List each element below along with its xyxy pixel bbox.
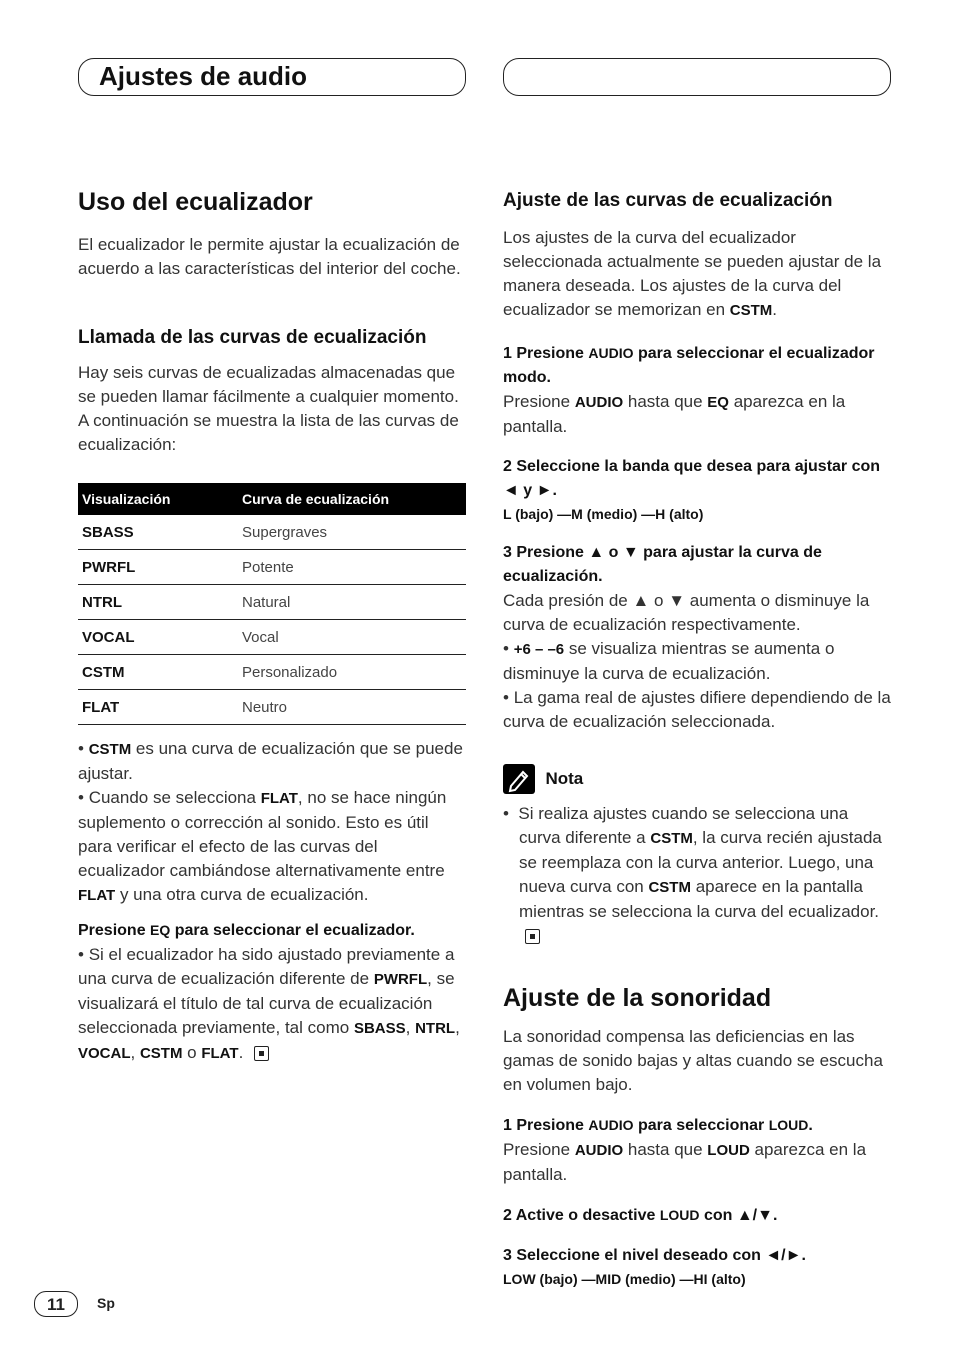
s1-heading: 1 Presione AUDIO para seleccionar LOUD. bbox=[503, 1117, 813, 1134]
bullet-cstm: • CSTM es una curva de ecualización que se puede ajustar. bbox=[78, 739, 463, 783]
row-value: Vocal bbox=[238, 620, 466, 655]
right-column bbox=[503, 186, 891, 1290]
step2-heading: 2 Seleccione la banda que desea para ajustar con ◄ y ►. bbox=[503, 458, 881, 499]
row-value: Natural bbox=[238, 585, 466, 620]
eq-curves-table bbox=[78, 483, 466, 725]
step1-text: Presione AUDIO hasta que EQ aparezca en la pantalla. bbox=[503, 392, 846, 436]
step2-sub: L (bajo) —M (medio) —H (alto) bbox=[503, 506, 704, 522]
table-row bbox=[78, 585, 466, 620]
ajuste-title: Ajuste de las curvas de ecualización bbox=[503, 190, 833, 211]
row-value: Neutro bbox=[238, 690, 466, 725]
s1-text: Presione AUDIO hasta que LOUD aparezca en la pantalla. bbox=[503, 1140, 867, 1184]
uso-title: Uso del ecualizador bbox=[78, 188, 313, 216]
nota-text: • Si realiza ajustes cuando se selecciona una curva diferente a CSTM, la curva recién ajustada se reemplaza con la curva anterior. Luego, una nueva curva con CSTM aparece en la pantalla mientras se selecciona la curva del ecualizador. bbox=[503, 802, 891, 948]
table-row bbox=[78, 690, 466, 725]
left-column bbox=[78, 186, 466, 1066]
uso-text: El ecualizador le permite ajustar la ecualización de acuerdo a las características del interior del coche. bbox=[78, 235, 461, 278]
nota-label: Nota bbox=[545, 769, 584, 788]
sonoridad-title: Ajuste de la sonoridad bbox=[503, 984, 772, 1012]
table-header-curva: Curva de ecualización bbox=[238, 483, 466, 515]
bullet-previous-curve: • Si el ecualizador ha sido ajustado previamente a una curva de ecualización diferente de PWRFL, se visualizará el título de tal curva de ecualización seleccionada previamente, tal como SBASS, NTRL, VOCAL, CSTM o FLAT. bbox=[78, 945, 460, 1062]
s3-sub: LOW (bajo) —MID (medio) —HI (alto) bbox=[503, 1271, 746, 1287]
row-key: VOCAL bbox=[78, 620, 238, 655]
page-title: Ajustes de audio bbox=[99, 61, 308, 91]
sonoridad-text: La sonoridad compensa las deficiencias en las gamas de sonido bajas y altas cuando se escucha en volumen bajo. bbox=[503, 1027, 883, 1094]
ajuste-text: Los ajustes de la curva del ecualizador seleccionada actualmente se pueden ajustar de la manera deseada. Los ajustes de la curva del ecualizador se memorizan en CSTM. bbox=[503, 228, 882, 319]
table-row bbox=[78, 655, 466, 690]
table-header-visualizacion: Visualización bbox=[78, 483, 238, 515]
empty-header-box bbox=[503, 58, 891, 96]
note-pencil-icon bbox=[503, 764, 535, 794]
step3-text: Cada presión de ▲ o ▼ aumenta o disminuye la curva de ecualización respectivamente. bbox=[503, 591, 870, 634]
row-key: SBASS bbox=[78, 515, 238, 550]
presione-eq-heading: Presione EQ para seleccionar el ecualizador. bbox=[78, 922, 415, 939]
llamada-text: Hay seis curvas de ecualizadas almacenadas que se pueden llamar fácilmente a cualquier momento. A continuación se muestra la lista de las curvas de ecualización: bbox=[78, 363, 459, 454]
title-box bbox=[78, 58, 466, 96]
bullet-flat: • Cuando se selecciona FLAT, no se hace ningún suplemento o corrección al sonido. Esto es útil para verificar el efecto de las curvas del ecualizador cambiándose alternativamente entre FLAT y una otra curva de ecualización. bbox=[78, 788, 447, 904]
step3-heading: 3 Presione ▲ o ▼ para ajustar la curva de ecualización. bbox=[503, 544, 822, 585]
row-key: CSTM bbox=[78, 655, 238, 690]
row-value: Potente bbox=[238, 550, 466, 585]
row-key: FLAT bbox=[78, 690, 238, 725]
table-row bbox=[78, 550, 466, 585]
row-value: Personalizado bbox=[238, 655, 466, 690]
language-code: Sp bbox=[97, 1295, 115, 1311]
end-mark-icon bbox=[254, 1046, 269, 1061]
s2-heading: 2 Active o desactive LOUD con ▲/▼. bbox=[503, 1207, 778, 1224]
table-row bbox=[78, 620, 466, 655]
step3-bullet2: • La gama real de ajustes difiere dependiendo de la curva de ecualización seleccionada. bbox=[503, 688, 891, 731]
row-key: PWRFL bbox=[78, 550, 238, 585]
step3-bullet1: • +6 – –6 se visualiza mientras se aumenta o disminuye la curva de ecualización. bbox=[503, 639, 835, 683]
s3-heading: 3 Seleccione el nivel deseado con ◄/►. bbox=[503, 1247, 806, 1264]
end-mark-icon bbox=[525, 929, 540, 944]
page-number: 11 bbox=[34, 1291, 78, 1317]
row-key: NTRL bbox=[78, 585, 238, 620]
row-value: Supergraves bbox=[238, 515, 466, 550]
llamada-title: Llamada de las curvas de ecualización bbox=[78, 327, 427, 348]
step1-heading: 1 Presione AUDIO para seleccionar el ecualizador modo. bbox=[503, 345, 875, 386]
table-row bbox=[78, 515, 466, 550]
nota-heading bbox=[503, 764, 891, 794]
